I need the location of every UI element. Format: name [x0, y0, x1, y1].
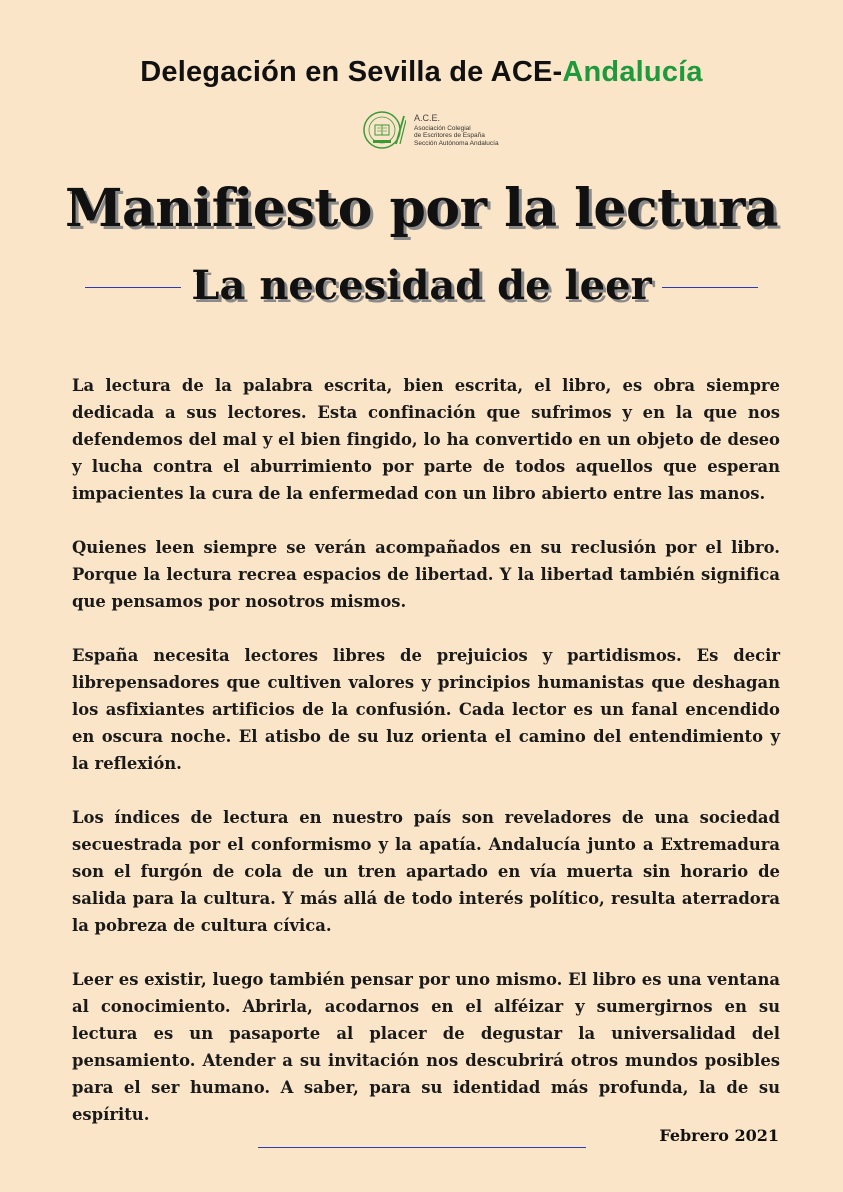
ace-seal-icon [362, 108, 406, 152]
header-prefix: Delegación en Sevilla de ACE- [140, 56, 563, 88]
subtitle-row [0, 262, 843, 309]
logo-line-3: Sección Autónoma Andalucía [414, 139, 499, 147]
bottom-rule [258, 1147, 586, 1148]
paragraph-5: Leer es existir, luego también pensar por uno mismo. El libro es una ventana al conocimiento. Abrirla, acodarnos en el alféizar y sumergirnos en su lectura es un pasaporte al placer de degustar la universalidad del pensamiento. Atender a su invitación nos descubrirá otros mundos posibles para el ser humano. A saber, para su identidad más profunda, la de su espíritu. [72, 970, 780, 1124]
logo-text-block [414, 113, 499, 148]
document-date: Febrero 2021 [659, 1126, 779, 1145]
subtitle-rule-right [662, 287, 758, 288]
subtitle-rule-left [85, 287, 181, 288]
paragraph-4: Los índices de lectura en nuestro país son reveladores de una sociedad secuestrada por el conformismo y la apatía. Andalucía junto a Extremadura son el furgón de cola de un tren apartado en vía muerta sin horario de salida para la cultura. Y más allá de todo interés político, resulta aterradora la pobreza de cultura cívica. [72, 808, 780, 935]
paragraph-2: Quienes leen siempre se verán acompañados en su reclusión por el libro. Porque la lectura recrea espacios de libertad. Y la libertad también significa que pensamos por nosotros mismos. [72, 538, 780, 611]
logo-line-2: de Escritores de España [414, 132, 485, 140]
paragraph-3: España necesita lectores libres de prejuicios y partidismos. Es decir librepensadores que cultiven valores y principios humanistas que deshagan los asfixiantes artificios de la confusión. Cada lector es un fanal encendido en oscura noche. El atisbo de su luz orienta el camino del entendimiento y la reflexión. [72, 646, 780, 773]
ace-logo [362, 108, 499, 152]
logo-abbreviation: A.C.E. [414, 112, 441, 123]
page-title: Manifiesto por la lectura [64, 178, 779, 239]
manifesto-body [72, 372, 780, 1155]
paragraph-1: La lectura de la palabra escrita, bien escrita, el libro, es obra siempre dedicada a sus lectores. Esta confinación que sufrimos y en la que nos defendemos del mal y el bien fingido, lo ha convertido en un objeto de deseo y lucha contra el aburrimiento por parte de todos aquellos que esperan impacientes la cura de la enfermedad con un libro abierto entre las manos. [72, 376, 780, 503]
header-line [0, 56, 843, 89]
page-subtitle: La necesidad de leer [191, 262, 652, 309]
logo-line-1: Asociación Colegial [414, 124, 471, 132]
header-highlight: Andalucía [562, 56, 703, 88]
